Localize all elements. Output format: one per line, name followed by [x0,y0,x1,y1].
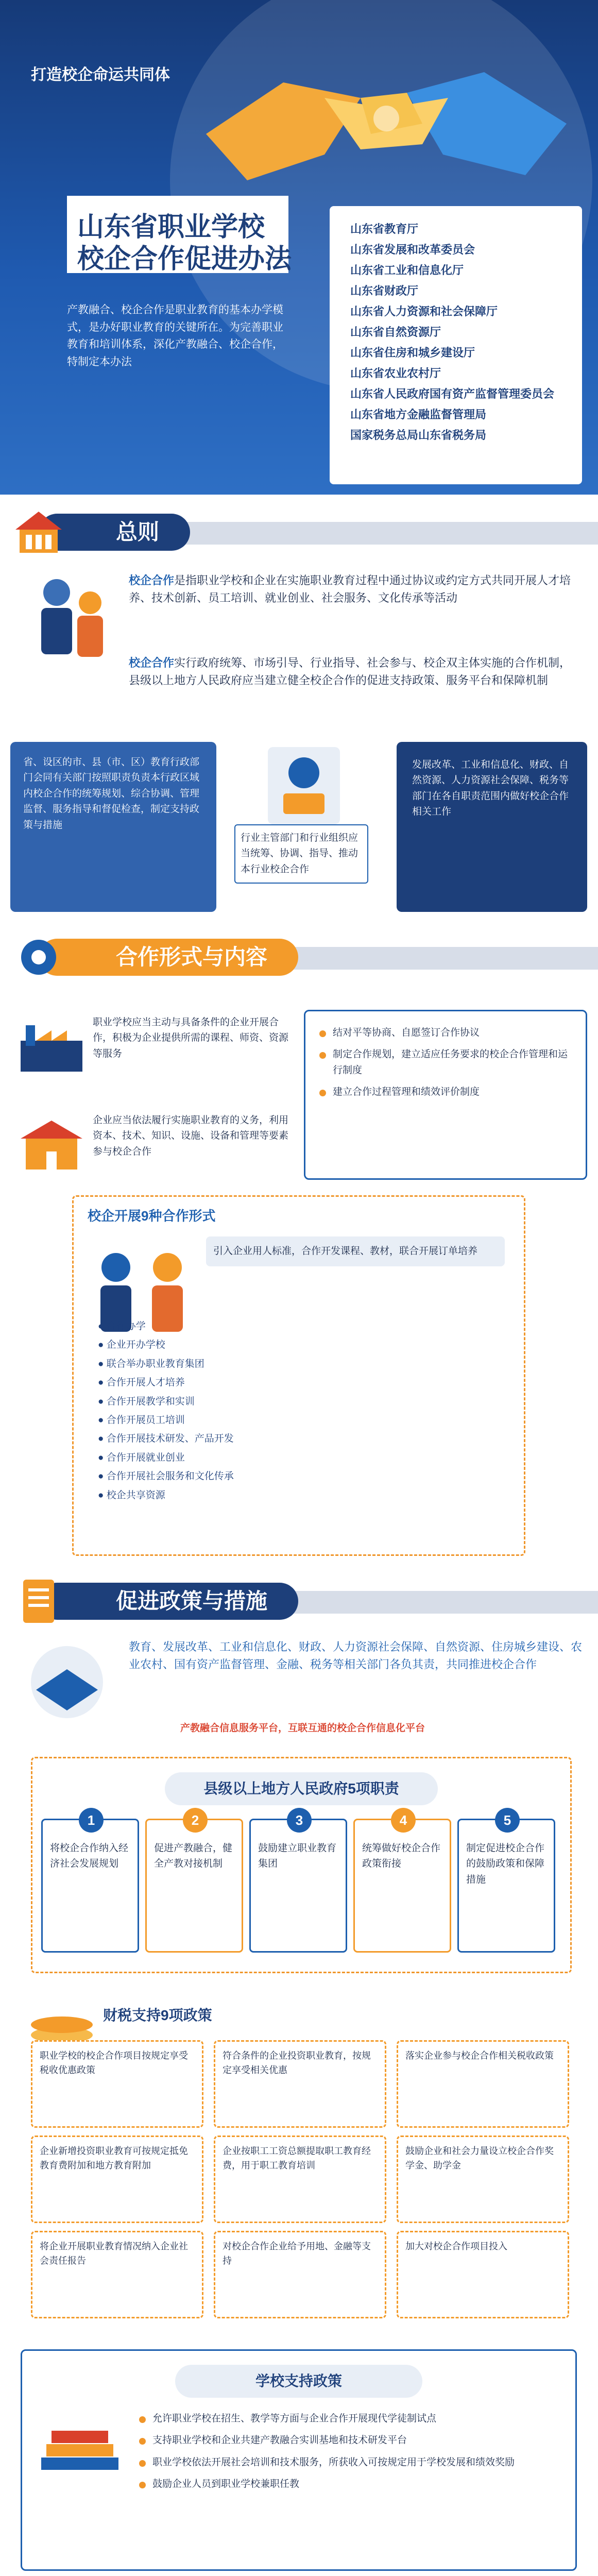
finance-item: 企业新增投资职业教育可按规定抵免教育费附加和地方教育附加 [31,2136,203,2223]
finance-grid [31,2040,572,2329]
school-icon [15,1113,88,1175]
handshake-icon [206,21,567,216]
policies-intro: 教育、发展改革、工业和信息化、财政、人力资源社会保障、自然资源、住房城乡建设、农业农村、国有资产监督管理、金融、税务等相关部门各负其责，共同推进校企合作 [129,1640,583,1671]
finance-item: 企业按职工工资总额提取职工教育经费，用于职工教育培训 [214,2136,386,2223]
cooperation-note: 引入企业用人标准，合作开发课程、教材，联合开展订单培养 [206,1236,505,1266]
duty-number: 4 [391,1808,416,1833]
five-duties-title: 县级以上地方人民政府5项职责 [165,1772,438,1805]
forms-right-list [319,1025,577,1107]
building-icon [10,506,67,558]
section-general-title: 总则 [39,514,190,551]
department-item: 山东省人力资源和社会保障厅 [350,305,498,318]
nine-forms-title: 校企开展9种合作形式 [88,1208,216,1224]
department-item: 山东省地方金融监督管理局 [350,408,487,421]
finance-title: 财税支持9项政策 [103,2007,212,2023]
nine-forms-item: ● 联合举办职业教育集团 [98,1358,204,1369]
finance-item: 职业学校的校企合作项目按规定享受税收优惠政策 [31,2040,203,2128]
section-forms-banner [0,927,598,989]
nine-forms-item: ● 合作开展教学和实训 [98,1396,195,1407]
duty-number: 1 [79,1808,104,1833]
books-icon [36,2411,124,2488]
general-left-text: 省、设区的市、县（市、区）教育行政部门会同有关部门按照职责负责本行政区域内校企合作的统筹规划、综合协调、管理监督、服务指导和督促检查，制定支持政策与措施 [23,757,200,831]
finance-item: 符合条件的企业投资职业教育，按规定享受相关优惠 [214,2040,386,2128]
forms-right-item: 结对平等协商、自愿签订合作协议 [319,1025,577,1041]
duty-text: 鼓励建立职业教育集团 [258,1843,337,1870]
duty-number: 2 [183,1808,208,1833]
department-item: 山东省人民政府国有资产监督管理委员会 [350,387,555,401]
general-p1-key: 校企合作 [129,574,175,587]
department-item: 国家税务总局山东省税务局 [350,429,487,442]
general-paragraph-2 [129,654,572,689]
duty-card [457,1812,555,1953]
nine-forms-item: ● 企业开办学校 [98,1340,165,1351]
general-p2-key: 校企合作 [129,656,175,669]
nine-forms-item: ● 合作开展就业创业 [98,1452,185,1463]
general-mid-text: 行业主管部门和行业组织应当统筹、协调、指导、推动本行业校企合作 [234,824,368,884]
general-right-text: 发展改革、工业和信息化、财政、自然资源、人力资源社会保障、税务等部门在各自职责范围内做好校企合作相关工作 [412,759,569,818]
finance-item: 落实企业参与校企合作相关税收政策 [397,2040,569,2128]
nine-forms-item: ● 合作开展人才培养 [98,1377,185,1388]
department-item: 山东省住房和城乡建设厅 [350,346,475,360]
duty-card [249,1812,347,1953]
document-icon [10,1575,67,1627]
general-paragraph-1 [129,572,572,607]
department-item: 山东省工业和信息化厅 [350,264,464,277]
school-policy-list [139,2411,561,2499]
nine-forms-list [98,1319,510,1506]
school-policy-title: 学校支持政策 [175,2365,422,2398]
forms-right-item: 建立合作过程管理和绩效评价制度 [319,1084,577,1100]
school-policy-item: 允许职业学校在招生、教学等方面与企业合作开展现代学徒制试点 [139,2411,561,2427]
section-forms-title: 合作形式与内容 [39,939,298,976]
policies-platform: 产教融合信息服务平台，互联互通的校企合作信息化平台 [180,1723,425,1734]
duty-text: 将校企合作纳入经济社会发展规划 [50,1843,129,1870]
school-policy-item: 支持职业学校和企业共建产教融合实训基地和技术研发平台 [139,2433,561,2448]
duty-number: 3 [287,1808,312,1833]
finance-item: 加大对校企合作项目投入 [397,2231,569,2318]
nine-forms-item: ● 合作开展技术研发、产品开发 [98,1433,234,1445]
department-item: 山东省财政厅 [350,284,419,298]
duty-text: 制定促进校企合作的鼓励政策和保障措施 [466,1843,545,1885]
department-item: 山东省发展和改革委员会 [350,243,475,257]
finance-item: 鼓励企业和社会力量设立校企合作奖学金、助学金 [397,2136,569,2223]
finance-item: 对校企合作企业给予用地、金融等支持 [214,2231,386,2318]
nine-forms-item: ● 合作开展员工培训 [98,1414,185,1426]
forms-right-item: 制定合作规划，建立适应任务要求的校企合作管理和运行制度 [319,1047,577,1078]
factory-icon [15,1015,88,1077]
duty-card [41,1812,139,1953]
section-policies-banner [0,1571,598,1633]
forms-left-1: 职业学校应当主动与具备条件的企业开展合作，积极为企业提供所需的课程、师资、资源等服务 [93,1017,289,1059]
policies-hands-icon [15,1638,118,1726]
duty-card [353,1812,451,1953]
department-item: 山东省农业农村厅 [350,367,441,380]
nine-forms-item: ● 校企共享资源 [98,1489,165,1501]
nine-forms-item: ● 合作开展社会服务和文化传承 [98,1471,234,1482]
five-duties-row [41,1812,561,1958]
general-p2-text: 实行政府统筹、市场引导、行业指导、社会参与、校企双主体实施的合作机制，县级以上地方人民政府应当建立健全校企合作的促进支持政策、服务平台和保障机制 [129,656,571,687]
header-title-line1: 山东省职业学校 [77,212,265,242]
forms-left-2: 企业应当依法履行实施职业教育的义务，利用资本、技术、知识、设施、设备和管理等要素参与校企合作 [93,1115,289,1157]
nine-forms-item: ● 合作办学 [98,1321,146,1332]
department-list [350,219,577,446]
duty-number: 5 [495,1808,520,1833]
duty-text: 促进产教融合，健全产教对接机制 [154,1843,233,1870]
duty-card [145,1812,243,1953]
section-policies-title: 促进政策与措施 [39,1583,298,1620]
header-tagline: 打造校企命运共同体 [31,66,170,83]
department-item: 山东省教育厅 [350,223,419,235]
department-item: 山东省自然资源厅 [350,326,441,339]
header-intro: 产教融合、校企合作是职业教育的基本办学模式，是办好职业教育的关键所在。为完善职业教育和培训体系，深化产教融合、校企合作，特制定本办法 [67,304,283,368]
section-general-banner [0,502,598,564]
general-p1-text: 是指职业学校和企业在实施职业教育过程中通过协议或约定方式共同开展人才培养、技术创新、员工培训、就业创业、社会服务、文化传承等活动 [129,574,571,605]
header-title-line2: 校企合作促进办法 [77,244,292,274]
header-hero [0,0,598,495]
people-icon [31,572,113,675]
duty-text: 统筹做好校企合作政策衔接 [362,1843,441,1870]
gear-icon [10,931,67,983]
school-policy-item: 鼓励企业人员到职业学校兼职任教 [139,2477,561,2492]
school-policy-item: 职业学校依法开展社会培训和技术服务，所获收入可按规定用于学校发展和绩效奖励 [139,2455,561,2470]
finance-item: 将企业开展职业教育情况纳入企业社会责任报告 [31,2231,203,2318]
